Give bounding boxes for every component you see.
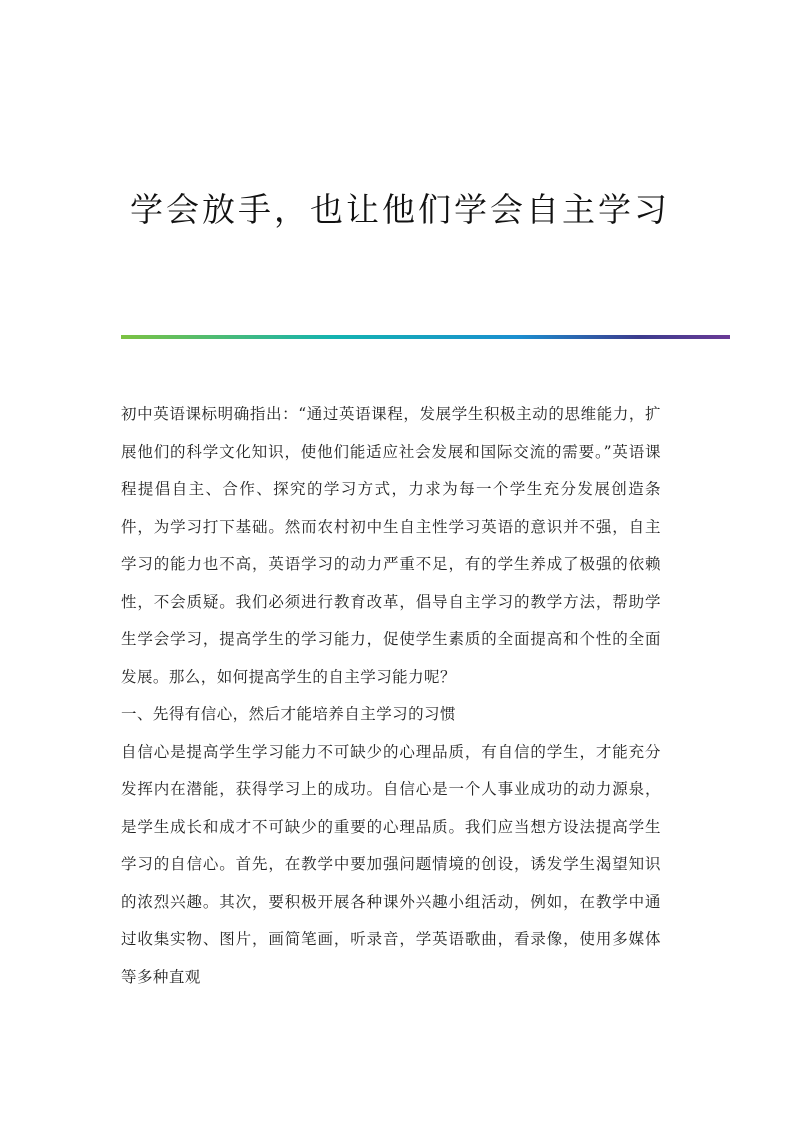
section-heading: 一、先得有信心，然后才能培养自主学习的习惯 [121, 705, 456, 723]
document-body [121, 396, 661, 996]
title-divider [121, 335, 730, 339]
paragraph-intro: 初中英语课标明确指出：“通过英语课程，发展学生积极主动的思维能力，扩展他们的科学文化知识，使他们能适应社会发展和国际交流的需要。”英语课程提倡自主、合作、探究的学习方式，力求为每一个学生充分发展创造条件，为学习打下基础。然而农村初中生自主性学习英语的意识并不强，自主学习的能力也不高，英语学习的动力严重不足，有的学生养成了极强的依赖性，不会质疑。我们必须进行教育改革，倡导自主学习的教学方法，帮助学生学会学习，提高学生的学习能力，促使学生素质的全面提高和个性的全面发展。那么，如何提高学生的自主学习能力呢？ [121, 405, 661, 686]
page-title: 学会放手，也让他们学会自主学习 [130, 190, 670, 229]
paragraph-confidence: 自信心是提高学生学习能力不可缺少的心理品质，有自信的学生，才能充分发挥内在潜能，获得学习上的成功。自信心是一个人事业成功的动力源泉，是学生成长和成才不可缺少的重要的心理品质。我们应当想方设法提高学生学习的自信心。首先，在教学中要加强问题情境的创设，诱发学生渴望知识的浓烈兴趣。其次，要积极开展各种课外兴趣小组活动，例如，在教学中通过收集实物、图片，画简笔画，听录音，学英语歌曲，看录像，使用多媒体等多种直观 [121, 742, 661, 986]
